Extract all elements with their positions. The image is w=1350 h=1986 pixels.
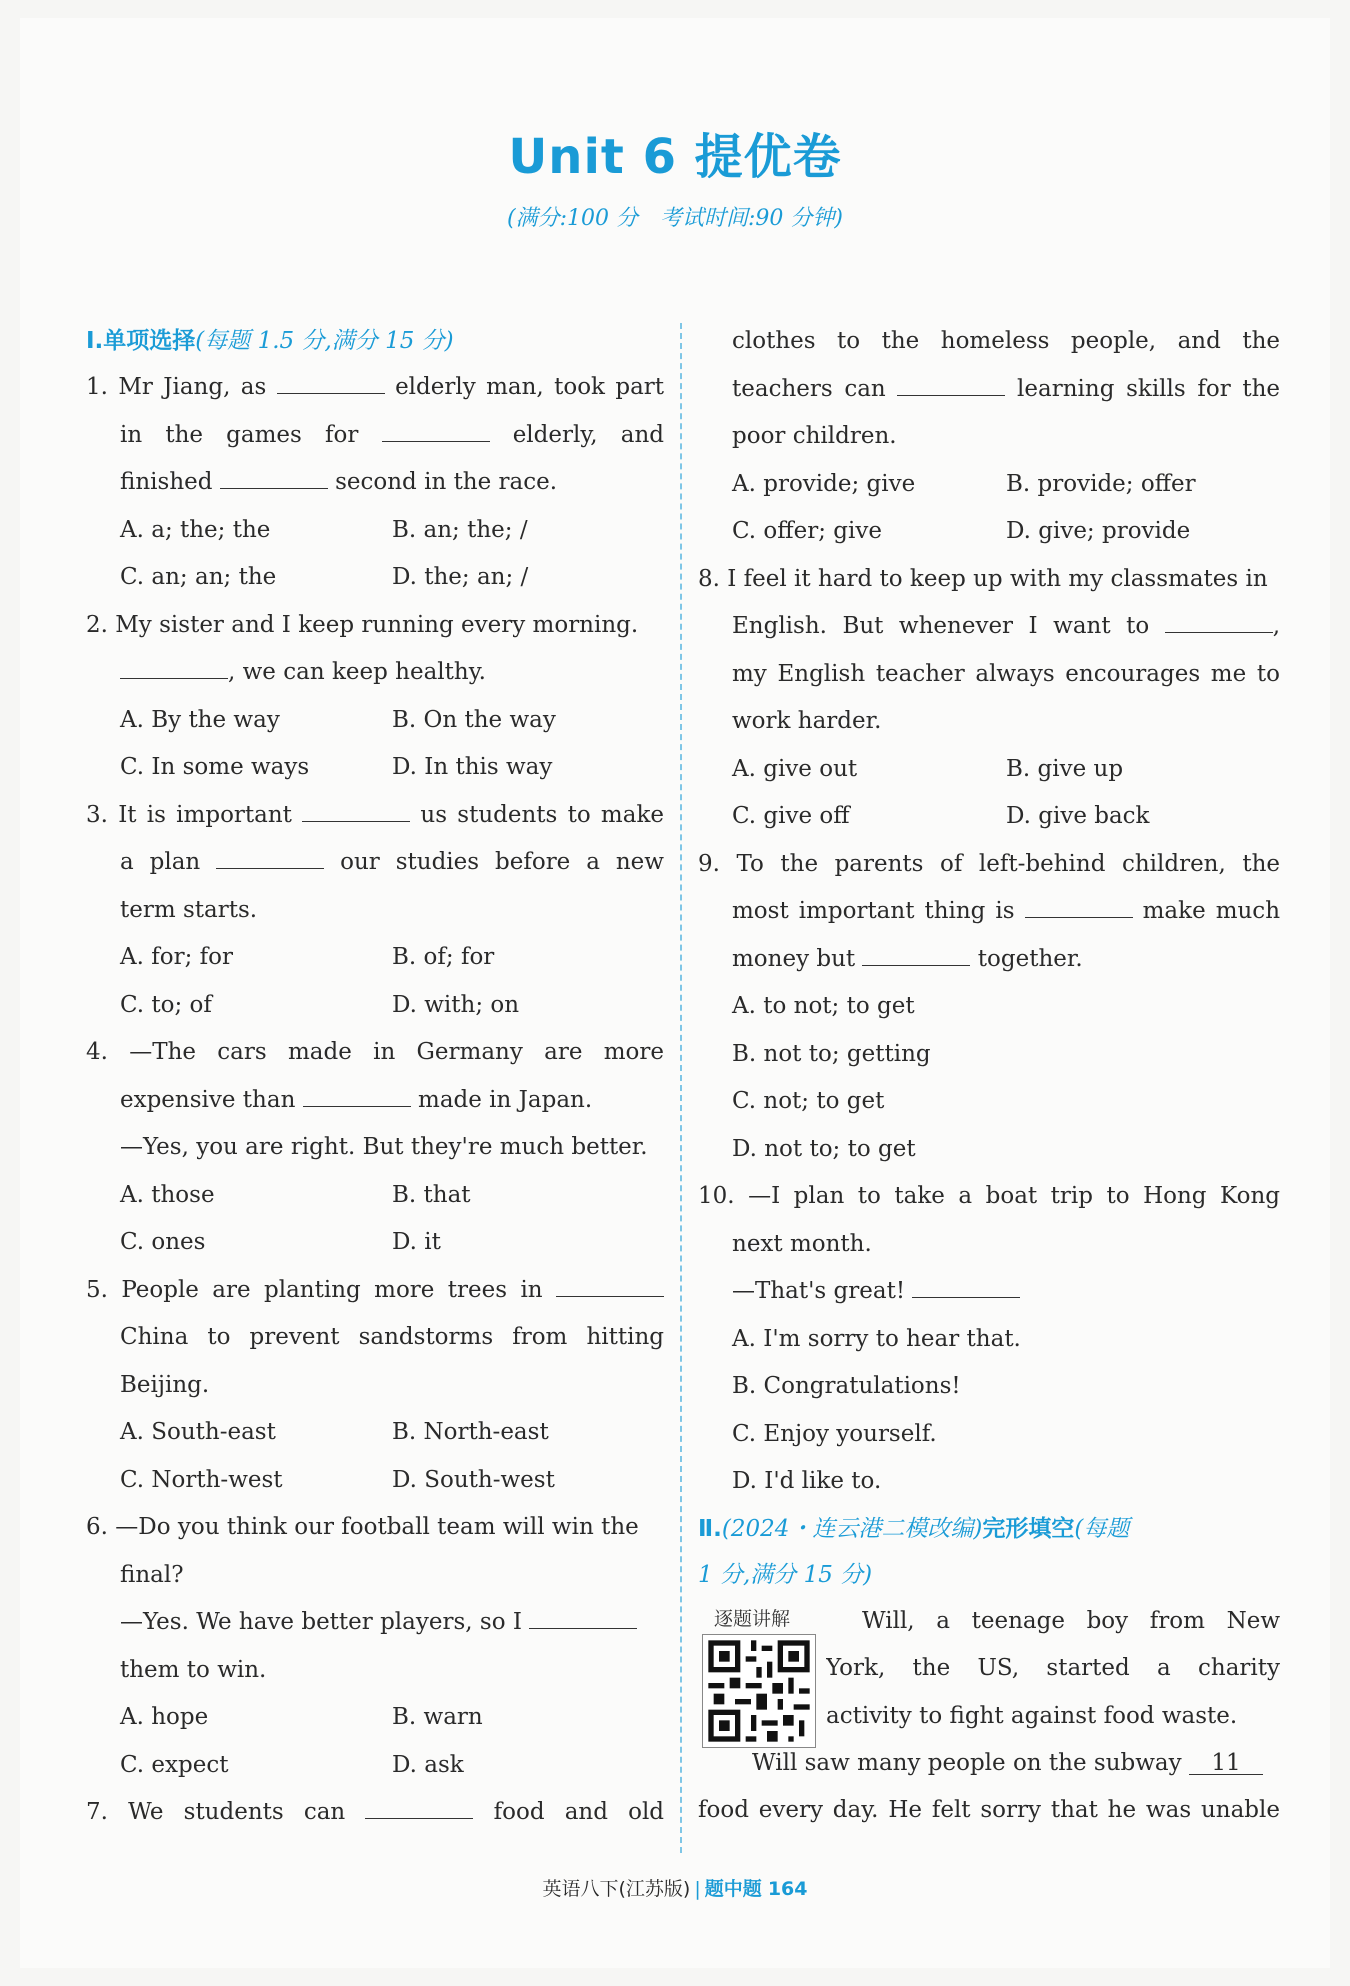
answer-blank[interactable] — [1165, 610, 1273, 633]
option-b[interactable]: B. give up — [1006, 755, 1124, 782]
cloze-blank-11[interactable]: 11 — [1189, 1752, 1263, 1775]
question-7-start: 7. We students can food and old — [86, 1789, 664, 1837]
answer-blank[interactable] — [1025, 895, 1133, 918]
option-c[interactable]: C. ones — [120, 1229, 206, 1255]
answer-blank[interactable] — [365, 1796, 473, 1819]
header — [20, 118, 1330, 232]
option-c[interactable]: C. not; to get — [732, 1088, 885, 1114]
answer-blank[interactable] — [556, 1274, 664, 1297]
answer-blank[interactable] — [120, 656, 228, 679]
options — [86, 554, 664, 602]
option-b[interactable]: B. warn — [392, 1704, 483, 1730]
qr-label: 逐题讲解 — [714, 1607, 791, 1630]
worksheet-page — [20, 18, 1330, 1968]
page-number: 164 — [767, 1878, 808, 1900]
passage-second-paragraph: Will saw many people on the subway 11 food every day. He felt sorry that he was unable — [698, 1749, 1280, 1823]
answer-blank[interactable] — [529, 1606, 637, 1629]
options — [86, 507, 664, 555]
question-3: 3. It is important us students to make a plan our studies before a new term starts. A. for; for B. of; for C. to; of D. with; on — [86, 792, 664, 1030]
option-b[interactable]: B. provide; offer — [1006, 470, 1196, 497]
passage-first-paragraph: Will, a teenage boy from New York, the US, started a charity activity to fight against food waste. — [826, 1607, 1280, 1729]
option-a[interactable]: A. those — [120, 1181, 215, 1208]
answer-blank[interactable] — [382, 419, 490, 442]
option-d[interactable]: D. give; provide — [1006, 518, 1191, 544]
option-b[interactable]: B. Congratulations! — [732, 1373, 961, 1399]
option-b[interactable]: B. not to; getting — [732, 1040, 931, 1067]
section-2-heading: Ⅱ.(2024・连云港二模改编)完形填空(每题 — [698, 1515, 1130, 1542]
qr-code-icon[interactable] — [702, 1634, 816, 1748]
option-c[interactable]: C. to; of — [120, 991, 212, 1018]
question-5: 5. People are planting more trees in China to prevent sandstorms from hitting Beijing. A. South-east B. North-east C. North-west D. South-west — [86, 1267, 664, 1505]
option-a[interactable]: A. a; the; the — [120, 516, 271, 543]
section-2-heading-cont: 1 分,满分 15 分) — [698, 1561, 873, 1588]
question-8: 8. I feel it hard to keep up with my classmates in English. But whenever I want to , my English teacher always encourages me to work harder. A. give out B. give up C. give off D. give back — [698, 556, 1280, 841]
exam-info: (满分:100 分 考试时间:90 分钟) — [507, 206, 843, 231]
option-d[interactable]: D. ask — [392, 1751, 464, 1778]
question-7-cont: clothes to the homeless people, and the teachers can learning skills for the poor children. A. provide; give B. provide; offer C. offer; give D. give; provide — [698, 318, 1280, 556]
passage-intro — [698, 1598, 1280, 1740]
option-d[interactable]: D. I'd like to. — [732, 1468, 882, 1494]
question-2: 2. My sister and I keep running every morning. , we can keep healthy. A. By the way B. On the way C. In some ways D. In this way — [86, 602, 664, 792]
option-c[interactable]: C. expect — [120, 1751, 229, 1778]
answer-blank[interactable] — [302, 799, 410, 822]
answer-blank[interactable] — [897, 373, 1005, 396]
option-a[interactable]: A. for; for — [120, 944, 234, 970]
question-4: 4. —The cars made in Germany are more expensive than made in Japan. —Yes, you are right. But they're much better. A. those B. that C. ones D. it — [86, 1029, 664, 1267]
option-a[interactable]: A. give out — [732, 755, 858, 782]
column-divider — [680, 323, 682, 1853]
question-1: 1. Mr Jiang, as elderly man, took part in the games for elderly, and finished second in the race. A. a; the; the B. an; the; / C. an; an; the D. the; an; / — [86, 364, 664, 602]
right-column — [698, 318, 1280, 1835]
option-a[interactable]: A. By the way — [120, 706, 280, 733]
option-d[interactable]: D. it — [392, 1229, 441, 1255]
option-a[interactable]: A. I'm sorry to hear that. — [732, 1325, 1021, 1352]
option-a[interactable]: A. provide; give — [732, 470, 916, 497]
option-d[interactable]: D. In this way — [392, 754, 553, 780]
option-d[interactable]: D. give back — [1006, 803, 1150, 829]
answer-blank[interactable] — [303, 1084, 411, 1107]
option-c[interactable]: C. an; an; the — [120, 564, 277, 590]
option-b[interactable]: B. On the way — [392, 706, 556, 733]
option-a[interactable]: A. hope — [120, 1704, 209, 1730]
option-a[interactable]: A. to not; to get — [732, 993, 915, 1019]
option-b[interactable]: B. an; the; / — [392, 516, 528, 543]
option-b[interactable]: B. that — [392, 1181, 471, 1208]
option-d[interactable]: D. with; on — [392, 991, 520, 1018]
answer-blank[interactable] — [862, 943, 970, 966]
question-9: 9. To the parents of left-behind children, the most important thing is make much money but together. A. to not; to get B. not to; getting C. not; to get D. not to; to get — [698, 841, 1280, 1174]
option-b[interactable]: B. of; for — [392, 944, 495, 970]
series-tag: 题中题 — [704, 1878, 762, 1900]
question-6: 6. —Do you think our football team will win the final? —Yes. We have better players, so I them to win. A. hope B. warn C. expect D. ask — [86, 1504, 664, 1789]
option-b[interactable]: B. North-east — [392, 1419, 549, 1445]
answer-blank[interactable] — [277, 371, 385, 394]
page-title: Unit 6 提优卷 — [508, 129, 842, 185]
answer-blank[interactable] — [216, 846, 324, 869]
option-d[interactable]: D. South-west — [392, 1466, 555, 1493]
answer-blank[interactable] — [912, 1275, 1020, 1298]
option-c[interactable]: C. North-west — [120, 1466, 283, 1493]
option-c[interactable]: C. In some ways — [120, 754, 310, 780]
option-d[interactable]: D. not to; to get — [732, 1135, 916, 1162]
book-title: 英语八下(江苏版) — [542, 1878, 691, 1900]
option-c[interactable]: C. give off — [732, 803, 850, 829]
section-1-heading: Ⅰ.单项选择(每题 1.5 分,满分 15 分) — [86, 328, 454, 354]
page-footer: 英语八下(江苏版) | 题中题 164 — [542, 1878, 808, 1900]
left-column — [86, 318, 664, 1837]
option-c[interactable]: C. offer; give — [732, 518, 882, 544]
option-c[interactable]: C. Enjoy yourself. — [732, 1420, 937, 1447]
question-10: 10. —I plan to take a boat trip to Hong Kong next month. —That's great! A. I'm sorry to hear that. B. Congratulations! C. Enjoy yourself. D. I'd like to. — [698, 1173, 1280, 1506]
option-a[interactable]: A. South-east — [120, 1419, 276, 1445]
answer-blank[interactable] — [220, 466, 328, 489]
option-d[interactable]: D. the; an; / — [392, 564, 529, 590]
